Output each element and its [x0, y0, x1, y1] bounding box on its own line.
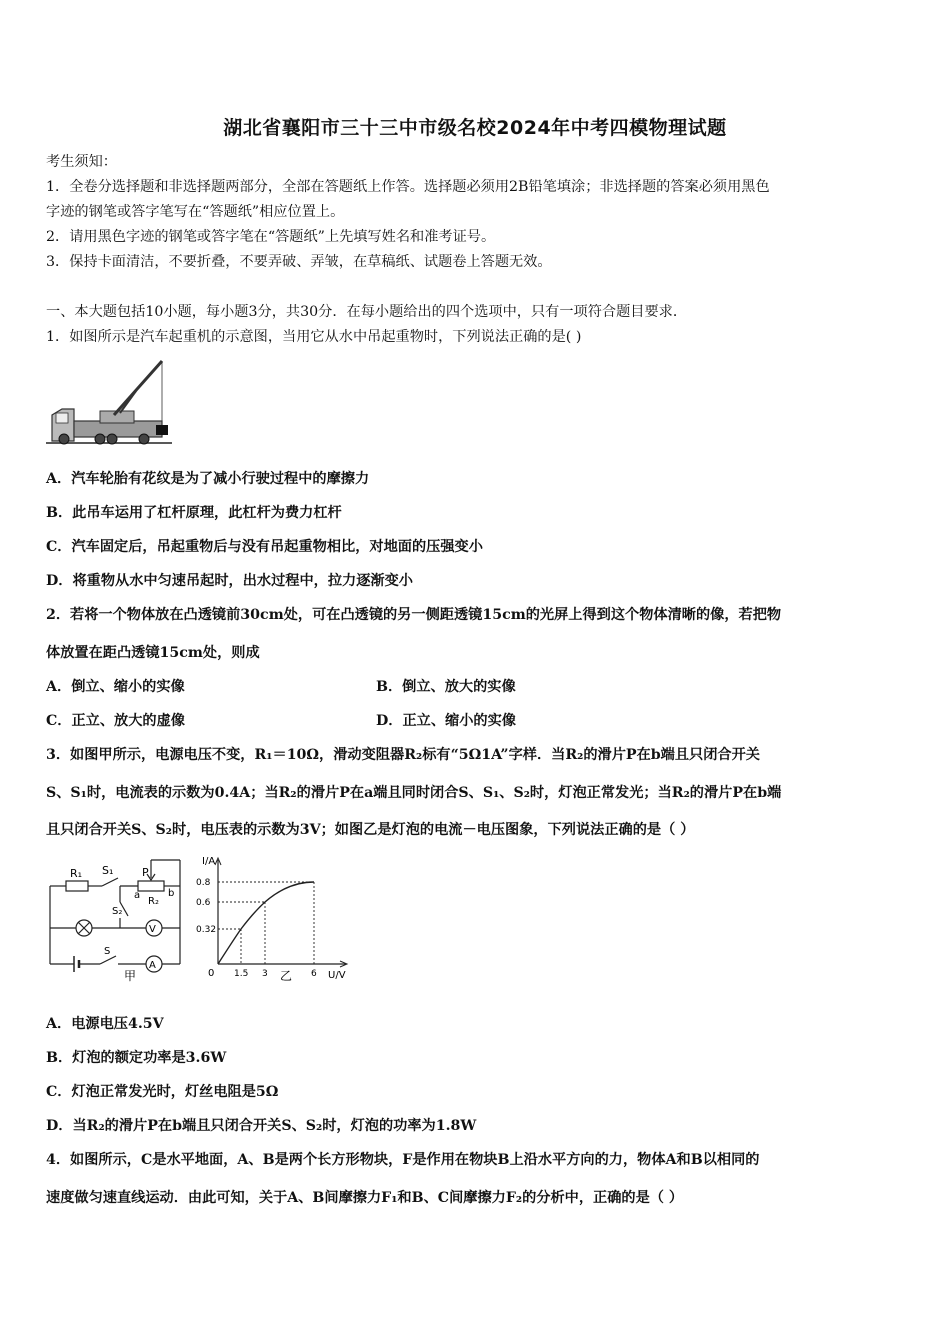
y-tick-label: 0.8	[196, 878, 211, 888]
q1-option-a: A．汽车轮胎有花纹是为了减小行驶过程中的摩擦力	[46, 471, 370, 487]
label-s1: S₁	[102, 864, 114, 877]
label-a: a	[134, 890, 141, 901]
label-p: P	[142, 866, 149, 879]
cab-window	[56, 413, 68, 423]
label-r1: R₁	[70, 867, 83, 880]
question-3-stem-cont: 且只闭合开关S、S₂时，电压表的示数为3V；如图乙是灯泡的电流－电压图象，下列说法正确的是（ ）	[46, 822, 695, 838]
label-ammeter: A	[149, 960, 156, 971]
iu-curve	[218, 882, 314, 964]
y-tick-label: 0.32	[196, 925, 217, 935]
notice-item: 2．请用黑色字迹的钢笔或答字笔在“答题纸”上先填写姓名和准考证号。	[46, 229, 496, 245]
q3-option-d: D．当R₂的滑片P在b端且只闭合开关S、S₂时，灯泡的功率为1.8W	[46, 1118, 477, 1134]
q1-option-b: B．此吊车运用了杠杆原理，此杠杆为费力杠杆	[46, 505, 342, 521]
q2-option-b: B．倒立、放大的实像	[376, 679, 516, 695]
crane-truck-figure	[44, 355, 174, 453]
question-2-stem: 2．若将一个物体放在凸透镜前30cm处，可在凸透镜的另一侧距透镜15cm的光屏上得到这个物体清晰的像，若把物	[46, 607, 782, 623]
q1-option-c: C．汽车固定后，吊起重物后与没有吊起重物相比，对地面的压强变小	[46, 539, 483, 555]
question-4-stem: 4．如图所示，C是水平地面，A、B是两个长方形物块，F是作用在物块B上沿水平方向的力，物体A和B以相同的	[46, 1152, 760, 1168]
x-tick-label: 1.5	[234, 969, 249, 979]
s-switch	[100, 956, 116, 964]
guide-lines	[218, 882, 314, 964]
figure-label-yi: 乙	[280, 969, 293, 982]
q1-option-d: D．将重物从水中匀速吊起时，出水过程中，拉力逐渐变小	[46, 573, 413, 589]
s1-switch	[102, 878, 118, 886]
label-b: b	[168, 888, 175, 899]
label-voltmeter: V	[149, 924, 156, 935]
crane-boom	[114, 361, 162, 415]
label-s2: S₂	[112, 906, 123, 917]
label-r2: R₂	[148, 896, 159, 907]
r1-resistor	[66, 881, 88, 891]
notice-item: 字迹的钢笔或答字笔写在“答题纸”相应位置上。	[46, 204, 345, 220]
question-3-stem-cont: S、S₁时，电流表的示数为0.4A；当R₂的滑片P在a端且同时闭合S、S₁、S₂时，灯泡正常发光；当R₂的滑片P在b端	[46, 785, 782, 801]
x-axis-label: U/V	[328, 970, 346, 981]
notice-item: 1．全卷分选择题和非选择题两部分，全部在答题纸上作答。选择题必须用2B铅笔填涂；非选择题的答案必须用黑色	[46, 179, 770, 195]
q2-option-c: C．正立、放大的虚像	[46, 713, 185, 729]
wheel	[107, 434, 117, 444]
page-title: 湖北省襄阳市三十三中市级名校2024年中考四模物理试题	[223, 117, 727, 139]
q2-option-d: D．正立、缩小的实像	[376, 713, 516, 729]
wheel	[139, 434, 149, 444]
iu-graph	[196, 852, 356, 982]
load-weight	[156, 425, 168, 435]
circuit-diagram	[44, 852, 186, 984]
section-heading: 一、本大题包括10小题，每小题3分，共30分．在每小题给出的四个选项中，只有一项符合题目要求．	[46, 304, 688, 320]
question-4-stem-cont: 速度做匀速直线运动．由此可知，关于A、B间摩擦力F₁和B、C间摩擦力F₂的分析中，正确的是（ ）	[46, 1190, 684, 1206]
notice-heading: 考生须知：	[46, 154, 117, 170]
x-tick-label: 6	[311, 969, 317, 979]
question-3-stem: 3．如图甲所示，电源电压不变，R₁＝10Ω，滑动变阻器R₂标有“5Ω1A”字样．当R₂的滑片P在b端且只闭合开关	[46, 747, 760, 763]
q3-option-a: A．电源电压4.5V	[46, 1016, 164, 1032]
q3-option-c: C．灯泡正常发光时，灯丝电阻是5Ω	[46, 1084, 279, 1100]
q3-option-b: B．灯泡的额定功率是3.6W	[46, 1050, 227, 1066]
r2-rheostat	[138, 881, 164, 891]
wheel	[59, 434, 69, 444]
q2-option-a: A．倒立、缩小的实像	[46, 679, 185, 695]
origin-label: 0	[208, 968, 215, 979]
question-1-stem: 1．如图所示是汽车起重机的示意图，当用它从水中吊起重物时，下列说法正确的是( )	[46, 329, 582, 345]
y-axis-label: I/A	[202, 856, 216, 867]
x-tick-label: 3	[262, 969, 268, 979]
question-2-stem-cont: 体放置在距凸透镜15cm处，则成	[46, 645, 260, 661]
figure-label-jia: 甲	[124, 969, 137, 983]
notice-item: 3．保持卡面清洁，不要折叠，不要弄破、弄皱，在草稿纸、试题卷上答题无效。	[46, 254, 552, 270]
wheel	[95, 434, 105, 444]
y-tick-label: 0.6	[196, 898, 211, 908]
hydraulic-arm	[120, 391, 136, 413]
label-s: S	[104, 946, 111, 957]
